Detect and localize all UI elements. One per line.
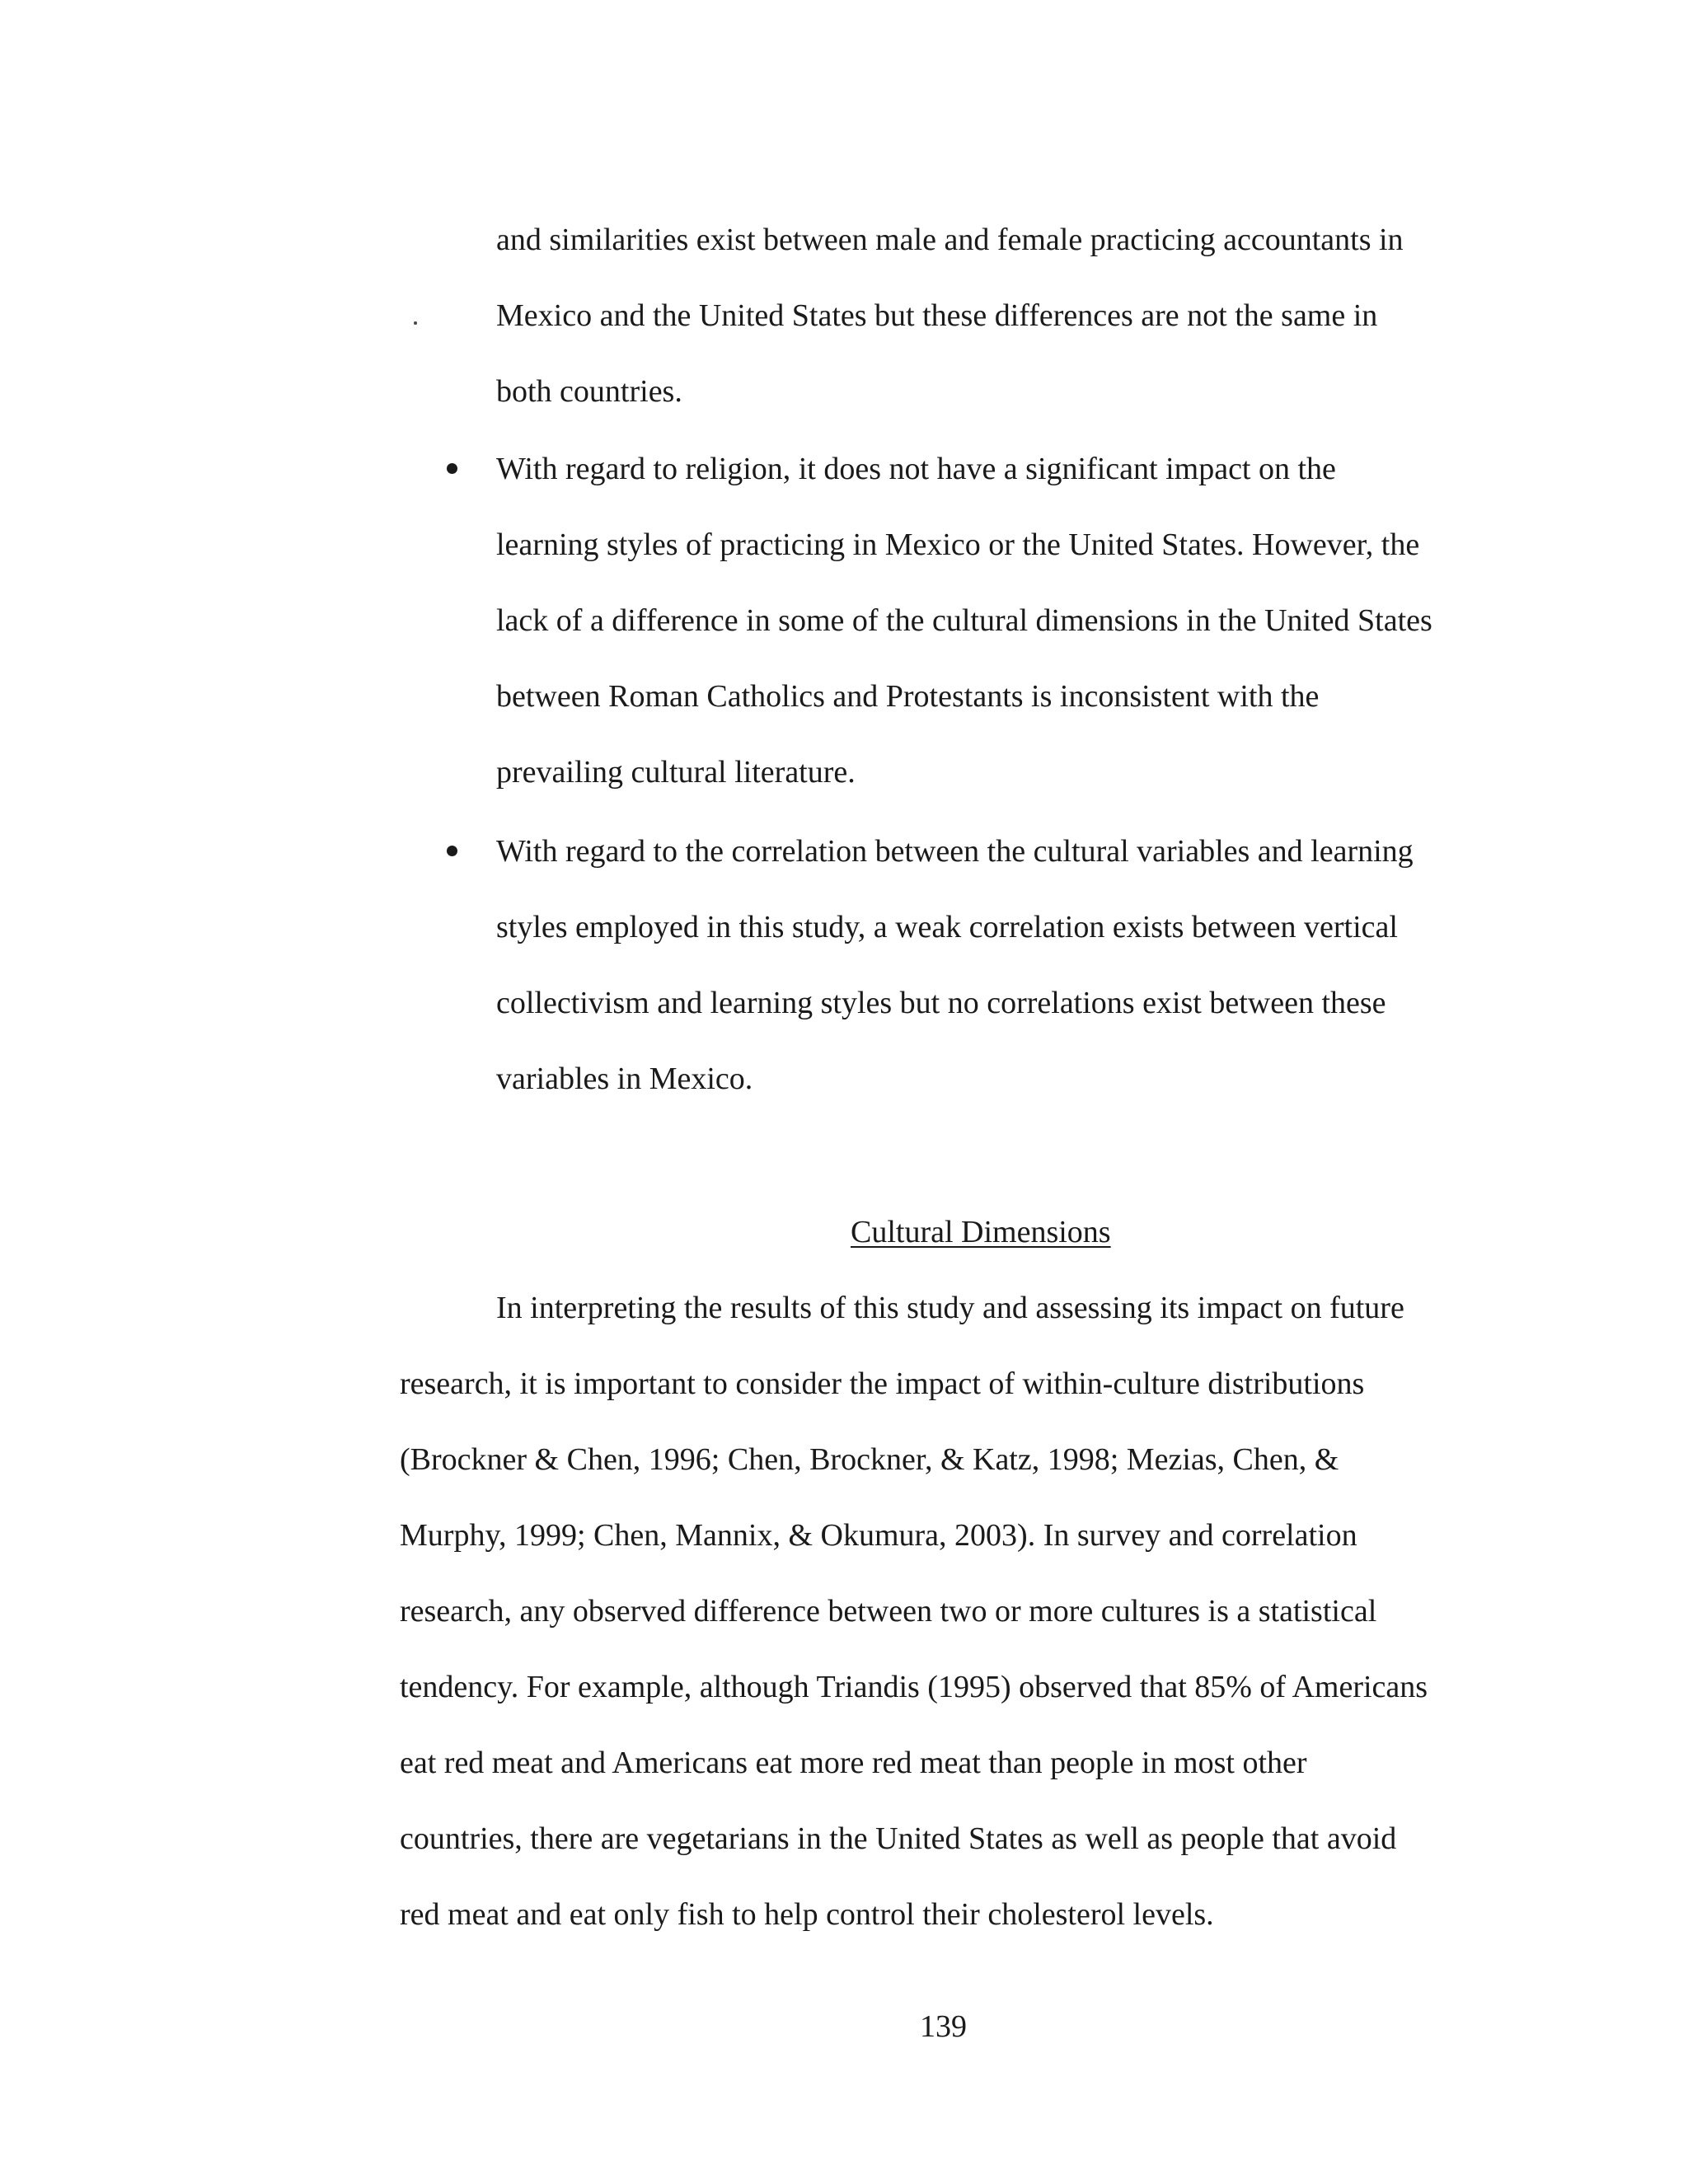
bullet-2-line-4: variables in Mexico.: [496, 1062, 753, 1096]
continuation-line-3: both countries.: [496, 374, 682, 409]
continuation-line-2: Mexico and the United States but these differences are not the same in: [496, 298, 1378, 333]
stray-mark: [414, 321, 417, 325]
paragraph-line-7: eat red meat and Americans eat more red meat than people in most other: [400, 1746, 1307, 1780]
bullet-2-line-3: collectivism and learning styles but no correlations exist between these: [496, 986, 1386, 1020]
section-heading: Cultural Dimensions: [851, 1215, 1111, 1249]
bullet-2-line-2: styles employed in this study, a weak correlation exists between vertical: [496, 910, 1398, 944]
continuation-line-1: and similarities exist between male and female practicing accountants in: [496, 223, 1404, 257]
paragraph-line-2: research, it is important to consider the impact of within-culture distributions: [400, 1366, 1365, 1401]
bullet-marker-2: [447, 846, 457, 856]
page-number: 139: [920, 2009, 967, 2044]
bullet-1-line-4: between Roman Catholics and Protestants is inconsistent with the: [496, 679, 1320, 714]
bullet-1-line-2: learning styles of practicing in Mexico or the United States. However, the: [496, 527, 1420, 562]
bullet-1-line-1: With regard to religion, it does not have a significant impact on the: [496, 452, 1336, 486]
paragraph-line-3: (Brockner & Chen, 1996; Chen, Brockner, & Katz, 1998; Mezias, Chen, &: [400, 1442, 1339, 1477]
paragraph-line-1: In interpreting the results of this study and assessing its impact on future: [496, 1291, 1404, 1325]
paragraph-line-9: red meat and eat only fish to help control their cholesterol levels.: [400, 1897, 1214, 1932]
paragraph-line-5: research, any observed difference between two or more cultures is a statistical: [400, 1594, 1377, 1629]
paragraph-line-8: countries, there are vegetarians in the United States as well as people that avoid: [400, 1821, 1397, 1856]
bullet-marker-1: [447, 463, 457, 474]
paragraph-line-6: tendency. For example, although Triandis (1995) observed that 85% of Americans: [400, 1670, 1428, 1704]
bullet-2-line-1: With regard to the correlation between the cultural variables and learning: [496, 834, 1414, 869]
bullet-1-line-5: prevailing cultural literature.: [496, 755, 856, 790]
paragraph-line-4: Murphy, 1999; Chen, Mannix, & Okumura, 2003). In survey and correlation: [400, 1518, 1357, 1553]
bullet-1-line-3: lack of a difference in some of the cultural dimensions in the United States: [496, 603, 1432, 638]
